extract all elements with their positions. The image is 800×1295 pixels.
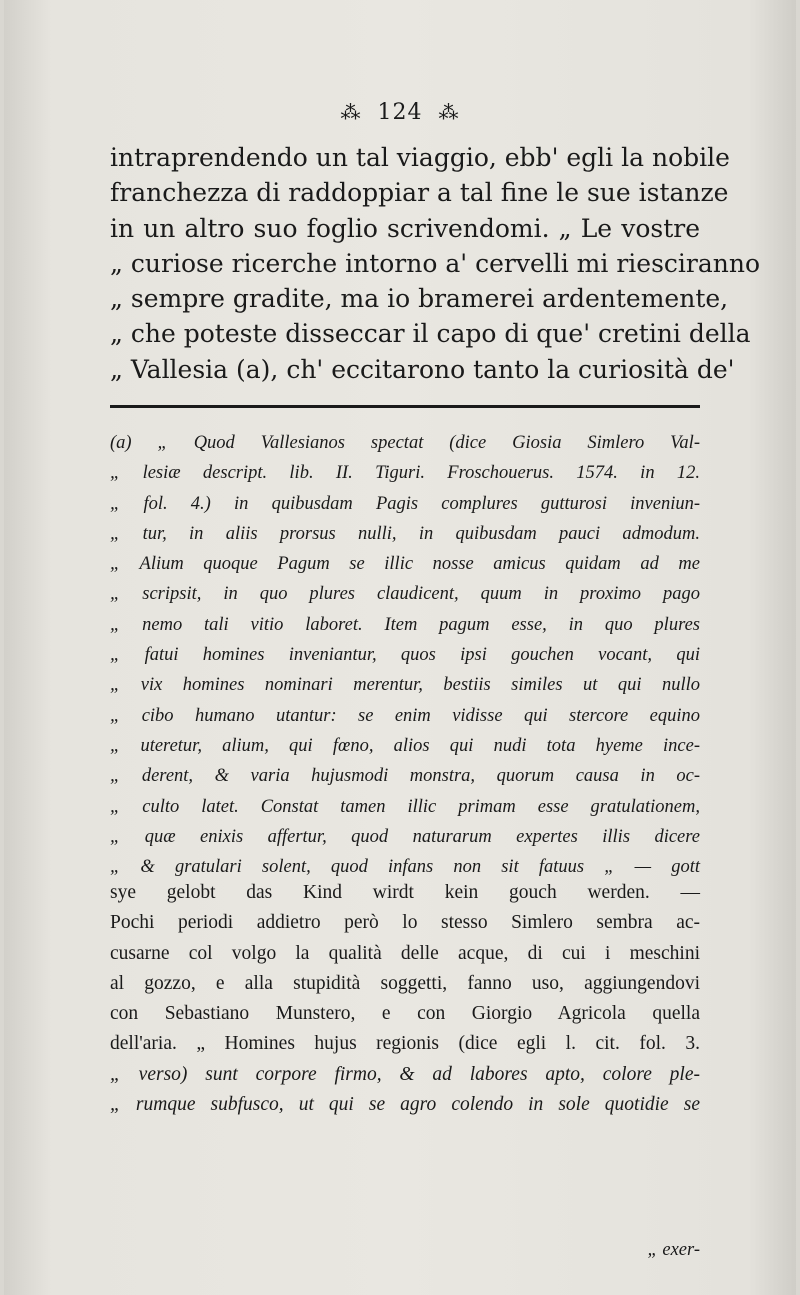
footnote-line: Pochi periodi addietro però lo stesso Simlero sembra ac- (110, 912, 700, 934)
text-line: „ curiose ricerche intorno a' cervelli mi riesciranno (110, 248, 760, 278)
footnote-line: con Sebastiano Munstero, e con Giorgio Agricola quella (110, 1003, 700, 1025)
footnote-line: cusarne col volgo la qualità delle acque, di cui i meschini (110, 942, 700, 964)
text-line: „ sempre gradite, ma io bramerei ardentemente, (110, 284, 729, 314)
footnote-line: dell'aria. „ Homines hujus regionis (dice egli l. cit. fol. 3. (110, 1033, 700, 1055)
footnote-line: „ & gratulari solent, quod infans non sit fatuus „ — gott (110, 857, 700, 878)
text-line: franchezza di raddoppiar a tal fine le sue istanze (110, 178, 729, 208)
page-header (4, 100, 796, 125)
text-line: intraprendendo un tal viaggio, ebb' egli la nobile (110, 143, 730, 172)
footnote (110, 428, 700, 882)
footnote-line: „ verso) sunt corpore firmo, & ad labores apto, colore ple- (110, 1063, 700, 1085)
book-page (4, 0, 796, 1295)
footnote-line: „ derent, & varia hujusmodi monstra, quorum causa in oc- (110, 766, 700, 787)
footnote-line: „ culto latet. Constat tamen illic primam esse gratulationem, (110, 796, 700, 817)
ornament-left-icon: ⁂ (340, 100, 362, 124)
catchword: „ exer- (647, 1240, 700, 1260)
footnote-line: „ fol. 4.) in quibusdam Pagis complures gutturosi inveniun- (110, 493, 700, 514)
footnote-line: „ scripsit, in quo plures claudicent, quum in proximo pago (110, 584, 700, 605)
footnote-line: sye gelobt das Kind wirdt kein gouch werden. — (110, 882, 700, 903)
footnote-line: „ vix homines nominari merentur, bestiis similes ut qui nullo (110, 675, 700, 696)
ornament-right-icon: ⁂ (438, 100, 460, 124)
page-number: 124 (377, 100, 423, 125)
footnote-line: „ quæ enixis affertur, quod naturarum expertes illis dicere (110, 826, 700, 847)
footnote-line: al gozzo, e alla stupidità soggetti, fanno uso, aggiungendovi (110, 972, 700, 994)
footnote-line: „ Alium quoque Pagum se illic nosse amicus quidam ad me (110, 554, 700, 575)
text-line: „ che poteste disseccar il capo di que' cretini della (110, 319, 751, 349)
footnote-divider (110, 405, 700, 408)
footnote-line: „ fatui homines inveniantur, quos ipsi gouchen vocant, qui (110, 645, 700, 666)
footnote-line: „ rumque subfusco, ut qui se agro colendo in sole quotidie se (110, 1094, 700, 1116)
footnote-line: „ lesiæ descript. lib. II. Tiguri. Froschouerus. 1574. in 12. (110, 463, 700, 484)
footnote-continuation (110, 878, 700, 1120)
footnote-line: „ tur, in aliis prorsus nulli, in quibusdam pauci admodum. (110, 523, 700, 544)
footnote-line: (a) „ Quod Vallesianos spectat (dice Giosia Simlero Val- (110, 433, 700, 453)
footnote-line: „ nemo tali vitio laboret. Item pagum esse, in quo plures (110, 614, 700, 635)
text-line: „ Vallesia (a), ch' eccitarono tanto la curiosità de' (110, 354, 735, 384)
text-line: in un altro suo foglio scrivendomi. „ Le vostre (110, 213, 700, 243)
footnote-line: „ cibo humano utantur: se enim vidisse qui stercore equino (110, 705, 700, 726)
main-text (110, 140, 760, 387)
footnote-line: „ uteretur, alium, qui fœno, alios qui nudi tota hyeme ince- (110, 735, 700, 756)
